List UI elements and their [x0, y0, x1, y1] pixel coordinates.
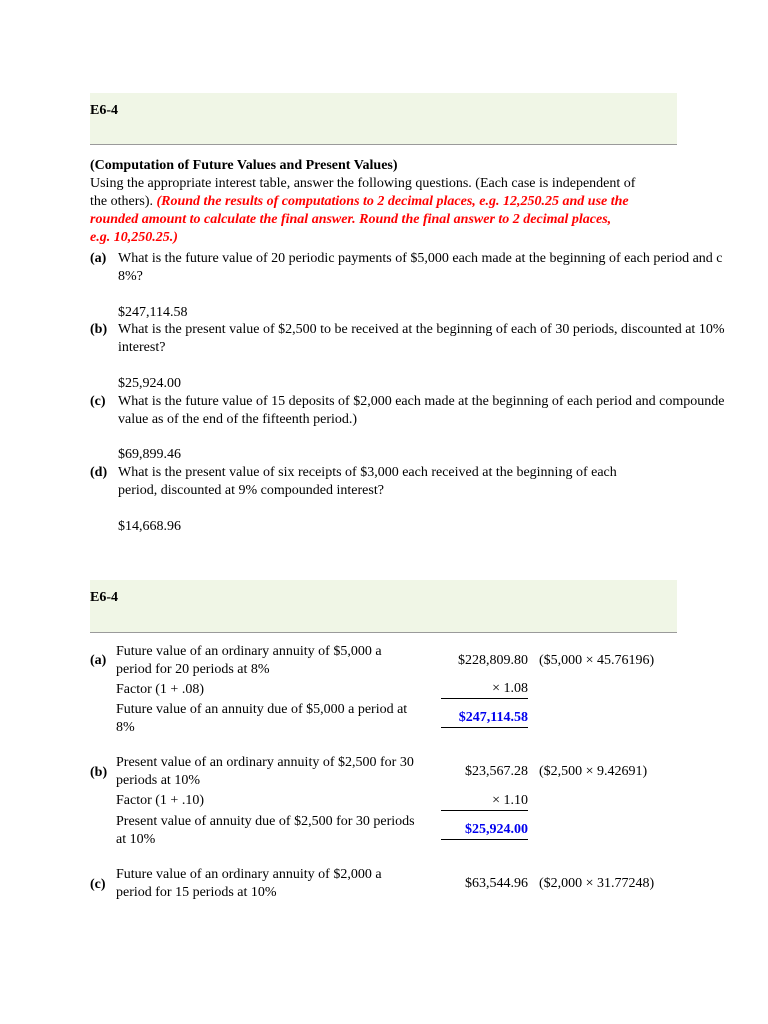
- solutions-header-title: E6-4: [90, 590, 118, 605]
- desc-line: periods at 10%: [116, 773, 200, 788]
- question-line-1: What is the present value of $2,500 to be received at the beginning of each of 30 periods, discounted at 10%: [118, 322, 725, 337]
- intro-line-2-red: (Round the results of computations to 2 decimal places, e.g. 12,250.25 and use the: [156, 194, 629, 209]
- solution-a-row2-desc: Factor (1 + .08): [116, 682, 204, 697]
- desc-line: 8%: [116, 720, 135, 735]
- answer-d: $14,668.96: [118, 519, 181, 534]
- question-line-2: period, discounted at 9% compounded interest?: [118, 483, 384, 498]
- solutions-header: [90, 580, 677, 633]
- question-label: (b): [90, 322, 108, 337]
- intro-line-3: rounded amount to calculate the final answer. Round the final answer to 2 decimal places,: [90, 212, 612, 227]
- solution-c-row1-amount: $63,544.96: [465, 876, 528, 891]
- subtotal-rule: [441, 698, 528, 699]
- solution-b-row3-desc: [116, 813, 415, 849]
- desc-line: Present value of annuity due of $2,500 for 30 periods: [116, 814, 415, 829]
- solution-b-row1-amount: $23,567.28: [465, 764, 528, 779]
- solution-a-label: (a): [90, 653, 107, 668]
- question-label: (c): [90, 394, 106, 409]
- question-line-1: What is the future value of 20 periodic payments of $5,000 each made at the beginning of each period and c: [118, 251, 723, 266]
- desc-line: at 10%: [116, 832, 156, 847]
- intro-heading: (Computation of Future Values and Present Values): [90, 158, 398, 173]
- question-line-2: interest?: [118, 340, 166, 355]
- desc-line: Future value of an annuity due of $5,000 a period at: [116, 702, 408, 717]
- intro-line-2: [90, 193, 635, 211]
- questions-header-title: E6-4: [90, 103, 118, 118]
- solution-b-row2-desc: Factor (1 + .10): [116, 793, 204, 808]
- question-label: (a): [90, 251, 107, 266]
- question-text: [118, 250, 723, 286]
- solution-b-row1-desc: [116, 754, 414, 790]
- total-rule: [441, 727, 528, 728]
- question-text: [118, 464, 617, 500]
- solution-a-row2-amount: × 1.08: [492, 681, 528, 696]
- desc-line: Present value of an ordinary annuity of $2,500 for 30: [116, 755, 414, 770]
- question-line-1: What is the present value of six receipts of $3,000 each received at the beginning of each: [118, 465, 617, 480]
- solution-a-row1-desc: [116, 643, 382, 679]
- question-label: (d): [90, 465, 108, 480]
- question-text: [118, 393, 724, 429]
- subtotal-rule: [441, 810, 528, 811]
- solution-c-row1-desc: [116, 866, 382, 902]
- solution-a-row1-amount: $228,809.80: [458, 653, 528, 668]
- intro-line-2-plain: the others).: [90, 194, 157, 209]
- solution-a-row1-note: ($5,000 × 45.76196): [539, 653, 655, 668]
- question-line-2: value as of the end of the fifteenth period.): [118, 412, 358, 427]
- solution-a-total: $247,114.58: [458, 710, 528, 725]
- solution-c-label: (c): [90, 877, 106, 892]
- solution-b-row2-amount: × 1.10: [492, 793, 528, 808]
- desc-line: Future value of an ordinary annuity of $2,000 a: [116, 867, 382, 882]
- question-text: [118, 321, 724, 357]
- answer-c: $69,899.46: [118, 447, 181, 462]
- questions-header: [90, 93, 677, 145]
- answer-b: $25,924.00: [118, 376, 181, 391]
- desc-line: Future value of an ordinary annuity of $5,000 a: [116, 644, 382, 659]
- solution-b-label: (b): [90, 765, 108, 780]
- intro-line-4: e.g. 10,250.25.): [90, 230, 178, 245]
- total-rule: [441, 839, 528, 840]
- question-line-1: What is the future value of 15 deposits of $2,000 each made at the beginning of each period and compounde: [118, 394, 725, 409]
- solution-b-total: $25,924.00: [465, 822, 528, 837]
- desc-line: period for 20 periods at 8%: [116, 662, 270, 677]
- solution-b-row1-note: ($2,500 × 9.42691): [539, 764, 648, 779]
- solution-c-row1-note: ($2,000 × 31.77248): [539, 876, 655, 891]
- question-line-2: 8%?: [118, 269, 143, 284]
- answer-a: $247,114.58: [118, 305, 188, 320]
- solution-a-row3-desc: [116, 701, 407, 737]
- intro-line-1: Using the appropriate interest table, answer the following questions. (Each case is independent of: [90, 176, 636, 191]
- intro: [90, 157, 635, 247]
- desc-line: period for 15 periods at 10%: [116, 885, 277, 900]
